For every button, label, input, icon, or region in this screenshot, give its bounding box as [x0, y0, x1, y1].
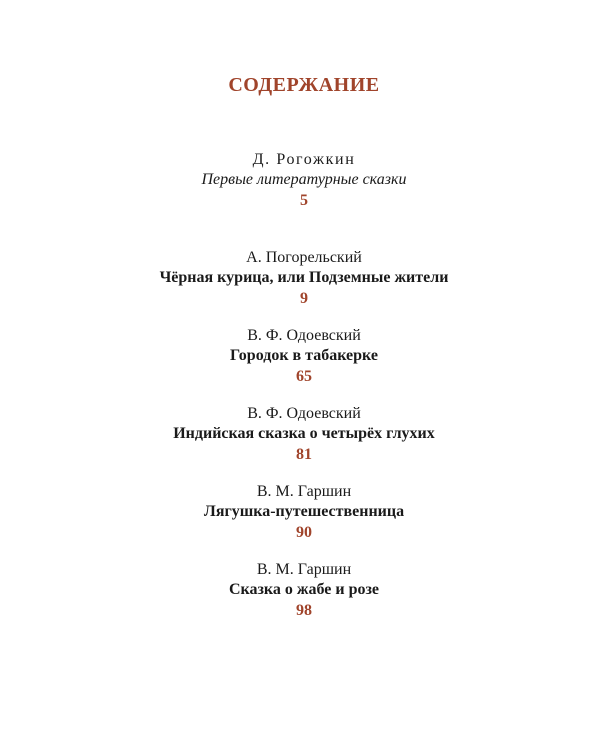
toc-work-title: Чёрная курица, или Подземные жители [159, 269, 449, 286]
toc-work-title: Индийская сказка о четырёх глухих [173, 425, 435, 442]
toc-page-number: 90 [296, 524, 312, 541]
toc-page-number: 5 [300, 192, 308, 209]
toc-author: Д. Рогожкин [252, 151, 356, 168]
page-title: СОДЕРЖАНИЕ [228, 74, 380, 96]
toc-work-title: Городок в табакерке [230, 347, 378, 364]
toc-entry[interactable] [0, 326, 608, 388]
toc-entry[interactable] [0, 482, 608, 544]
toc-author: А. Погорельский [246, 249, 362, 266]
toc-author: В. Ф. Одоевский [247, 405, 361, 422]
toc-work-title: Сказка о жабе и розе [228, 581, 380, 598]
toc-page-number: 81 [296, 446, 312, 463]
toc-entry[interactable] [0, 404, 608, 466]
toc-work-title: Лягушка-путешественница [203, 503, 405, 520]
toc-entry-preface[interactable] [0, 150, 608, 212]
toc-work-title: Первые литературные сказки [201, 171, 407, 188]
toc-page-number: 9 [300, 290, 308, 307]
toc-entry[interactable] [0, 248, 608, 310]
toc-author: В. М. Гаршин [256, 483, 352, 500]
toc-entry[interactable] [0, 560, 608, 622]
toc-author: В. М. Гаршин [256, 561, 352, 578]
toc-page-number: 98 [296, 602, 312, 619]
toc-page-number: 65 [296, 368, 312, 385]
toc-author: В. Ф. Одоевский [247, 327, 361, 344]
